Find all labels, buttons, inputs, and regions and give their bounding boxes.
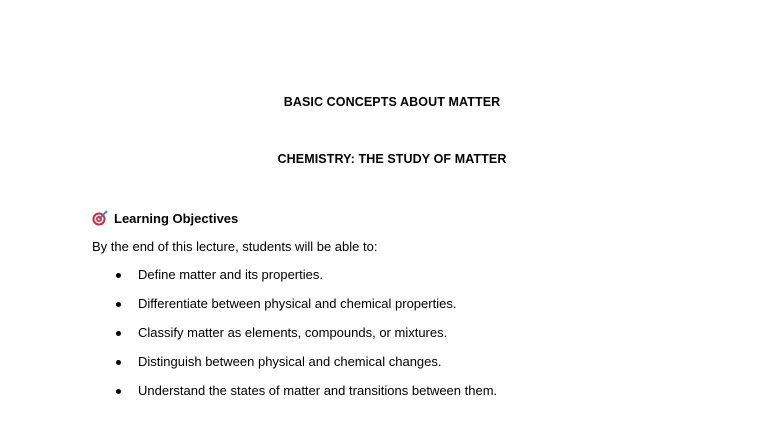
bullet-icon [116, 302, 121, 307]
bullet-icon [116, 389, 121, 394]
section-title: Learning Objectives [114, 210, 239, 226]
intro-text: By the end of this lecture, students will be able to: [92, 239, 378, 254]
target-dart-icon [92, 210, 108, 226]
objective-text: Define matter and its properties. [138, 267, 323, 282]
objective-text: Classify matter as elements, compounds, or mixtures. [138, 325, 448, 340]
bullet-icon [116, 331, 121, 336]
document-subtitle: CHEMISTRY: THE STUDY OF MATTER [277, 152, 507, 166]
objective-text: Differentiate between physical and chemical properties. [138, 296, 457, 311]
learning-objectives-heading [92, 210, 238, 226]
bullet-icon [116, 360, 121, 365]
bullet-icon [116, 273, 121, 278]
document-title: BASIC CONCEPTS ABOUT MATTER [283, 95, 501, 109]
objective-text: Distinguish between physical and chemical changes. [138, 354, 442, 369]
objective-text: Understand the states of matter and transitions between them. [138, 383, 498, 398]
